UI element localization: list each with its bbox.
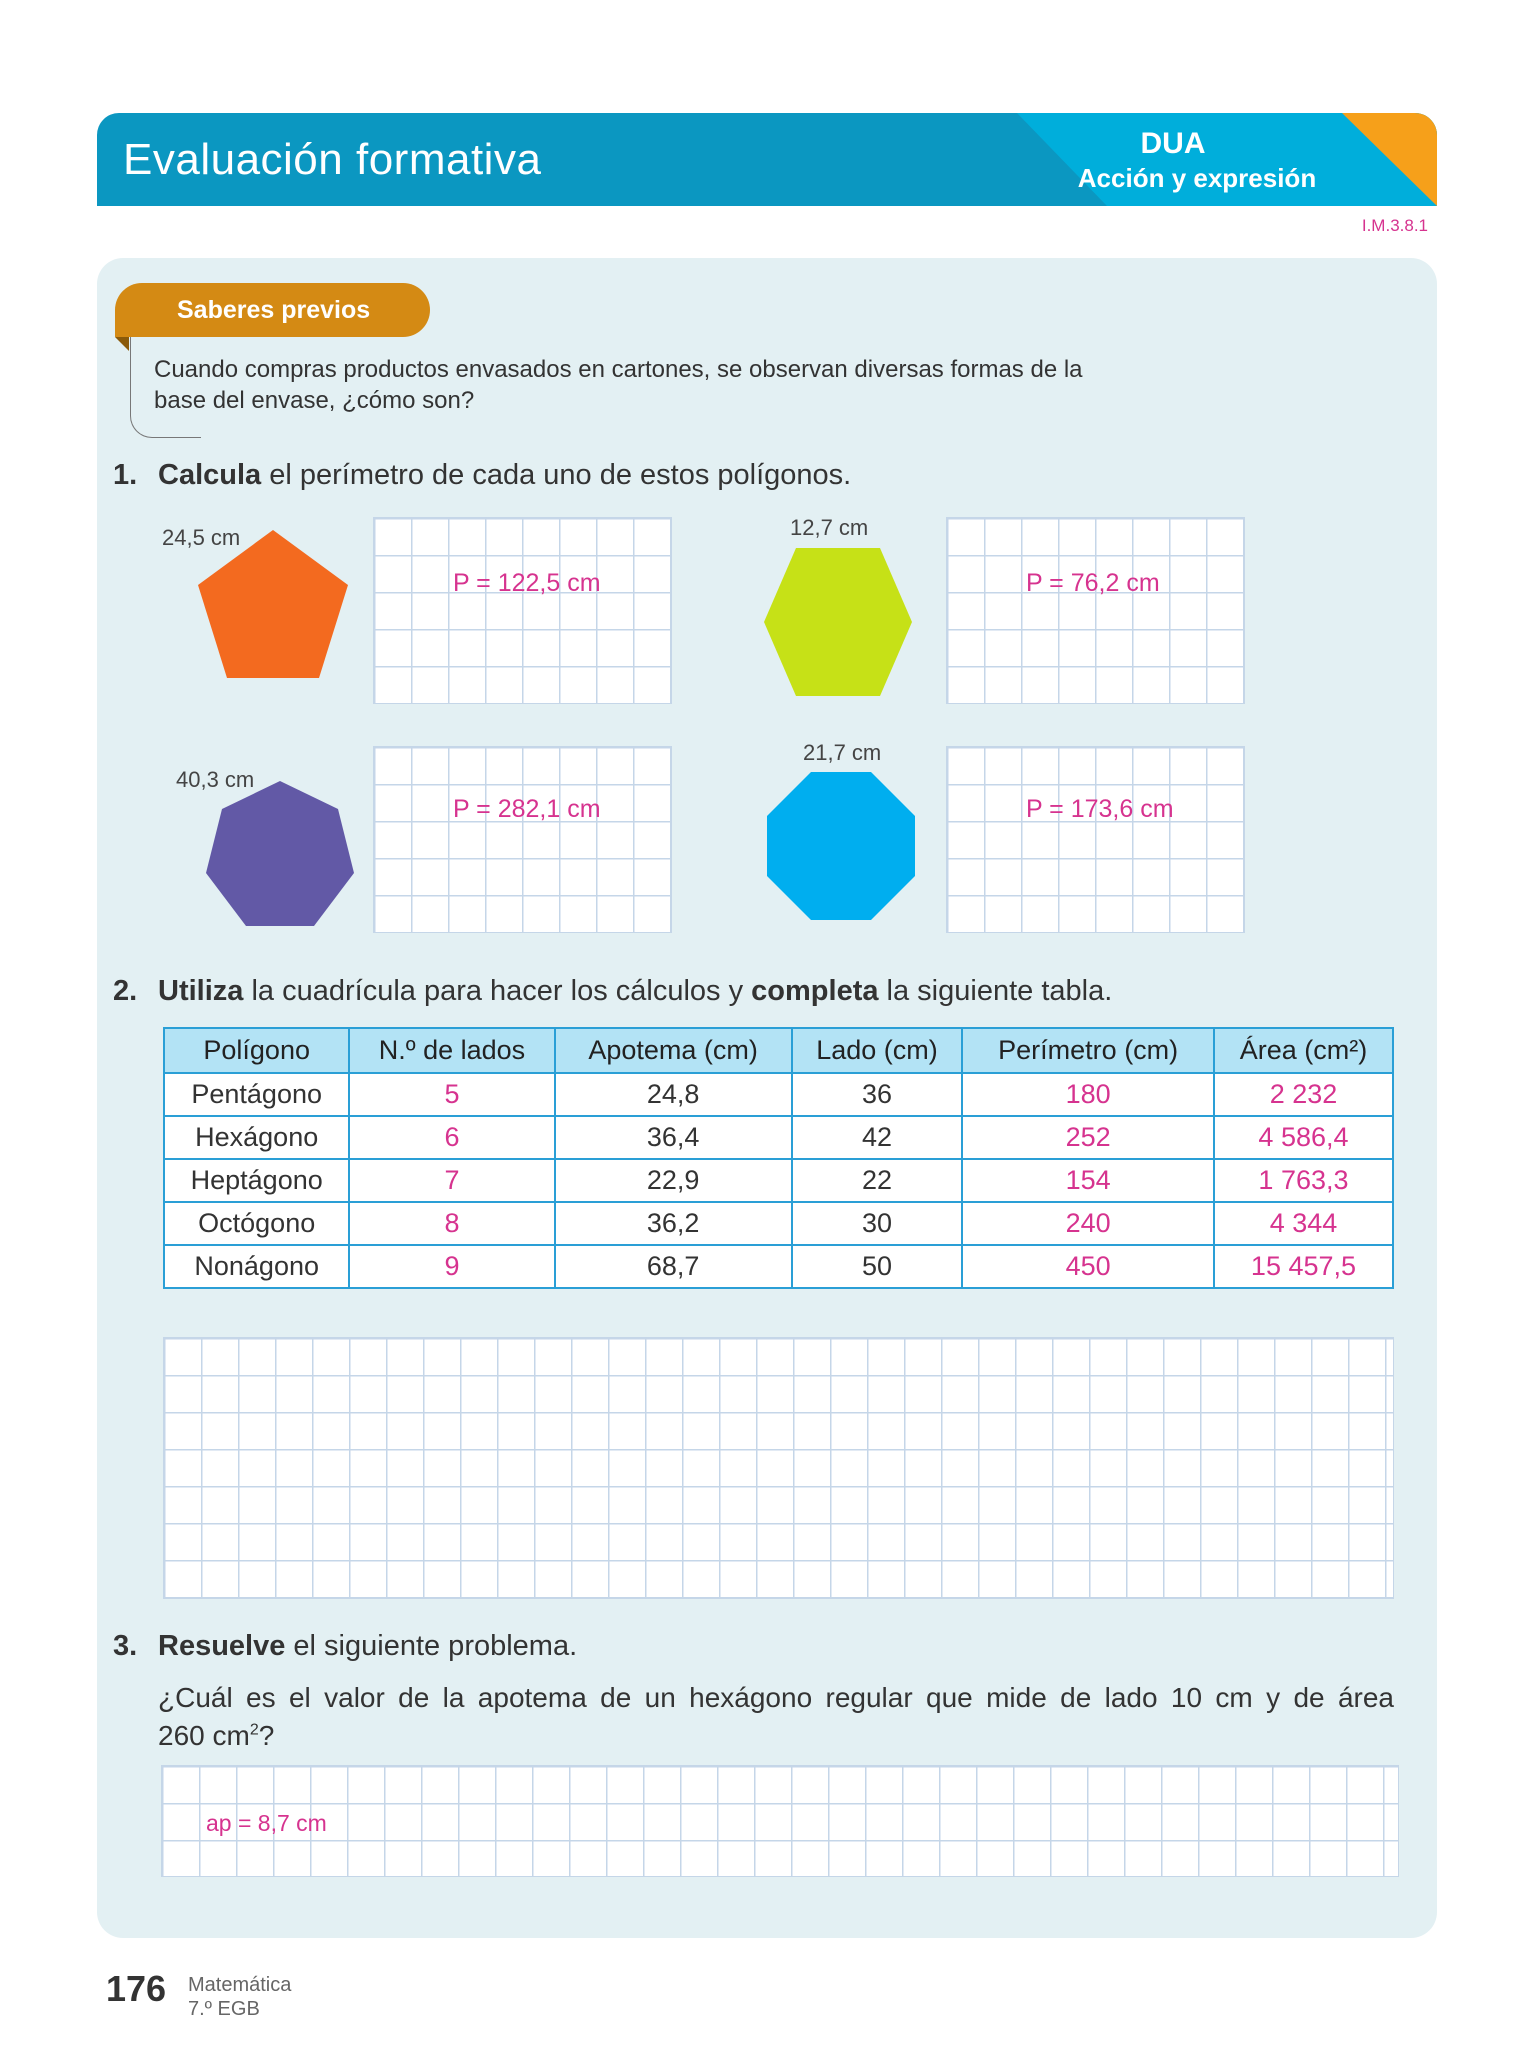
- table-row: [164, 1159, 1393, 1202]
- q1-instruction: [158, 459, 851, 492]
- q2-number: 2.: [113, 975, 138, 1007]
- dua-title: DUA: [1140, 127, 1206, 160]
- cell-perimeter: 180: [962, 1073, 1214, 1116]
- saberes-line-1: Cuando compras productos envasados en cartones, se observan diversas formas de la: [154, 356, 1083, 383]
- cell-area: 2 232: [1214, 1073, 1393, 1116]
- cell-perimeter: 154: [962, 1159, 1214, 1202]
- header-area: Área (cm²): [1214, 1028, 1393, 1073]
- cell-apothem: 68,7: [555, 1245, 792, 1288]
- header-lados: N.º de lados: [349, 1028, 554, 1073]
- table-row: [164, 1245, 1393, 1288]
- table-row: [164, 1202, 1393, 1245]
- saberes-previos-tab: Saberes previos: [115, 283, 430, 337]
- cell-side: 42: [792, 1116, 963, 1159]
- cell-perimeter: 240: [962, 1202, 1214, 1245]
- grade-label: 7.º EGB: [188, 1998, 260, 2020]
- header-poligono: Polígono: [164, 1028, 349, 1073]
- cell-polygon: Hexágono: [164, 1116, 349, 1159]
- table-row: [164, 1073, 1393, 1116]
- heptagon-shape: [204, 779, 356, 928]
- cell-sides: 7: [349, 1159, 554, 1202]
- cell-apothem: 36,4: [555, 1116, 792, 1159]
- header-lado: Lado (cm): [792, 1028, 963, 1073]
- cell-side: 50: [792, 1245, 963, 1288]
- cell-side: 30: [792, 1202, 963, 1245]
- cell-sides: 6: [349, 1116, 554, 1159]
- answer-grid-hexagon[interactable]: [946, 517, 1245, 704]
- page-title: Evaluación formativa: [123, 135, 542, 184]
- apothem-answer: ap = 8,7 cm: [206, 1810, 327, 1836]
- cell-sides: 9: [349, 1245, 554, 1288]
- q3-question-mark: ?: [258, 1720, 275, 1751]
- q3-rest: el siguiente problema.: [285, 1630, 578, 1662]
- cell-polygon: Nonágono: [164, 1245, 349, 1288]
- q2-verb-2: completa: [751, 975, 879, 1007]
- calculation-grid[interactable]: [163, 1337, 1394, 1599]
- q2-mid: la cuadrícula para hacer los cálculos y: [243, 975, 752, 1007]
- q2-instruction: [158, 975, 1112, 1008]
- cell-apothem: 24,8: [555, 1073, 792, 1116]
- heptagon-side-label: 40,3 cm: [176, 767, 255, 792]
- q3-problem-line-2: [158, 1720, 274, 1752]
- answer-grid-pentagon[interactable]: [373, 517, 672, 704]
- cell-perimeter: 252: [962, 1116, 1214, 1159]
- cell-sides: 5: [349, 1073, 554, 1116]
- cell-area: 1 763,3: [1214, 1159, 1393, 1202]
- q2-verb-1: Utiliza: [158, 975, 244, 1007]
- cell-area: 4 344: [1214, 1202, 1393, 1245]
- hexagon-side-label: 12,7 cm: [790, 515, 869, 540]
- answer-grid-octagon[interactable]: [946, 746, 1245, 933]
- octagon-shape: [765, 770, 917, 922]
- q3-problem-line-1: ¿Cuál es el valor de la apotema de un hexágono regular que mide de lado 10 cm y de área: [158, 1682, 1394, 1713]
- page-number: 176: [106, 1968, 167, 2009]
- header-perimetro: Perímetro (cm): [962, 1028, 1214, 1073]
- hexagon-shape: [762, 546, 914, 698]
- saberes-text: [154, 354, 1134, 416]
- cell-area: 4 586,4: [1214, 1116, 1393, 1159]
- polygon-table: [163, 1027, 1394, 1289]
- subject-label: Matemática: [188, 1974, 292, 1996]
- q2-rest: la siguiente tabla.: [878, 975, 1113, 1007]
- pentagon-side-label: 24,5 cm: [162, 525, 241, 550]
- octagon-side-label: 21,7 cm: [803, 740, 882, 765]
- q3-verb: Resuelve: [158, 1630, 286, 1662]
- hexagon-perimeter-answer: P = 76,2 cm: [1026, 569, 1160, 597]
- reference-code: I.M.3.8.1: [1361, 216, 1428, 235]
- dua-subtitle: Acción y expresión: [1077, 163, 1317, 193]
- octagon-perimeter-answer: P = 173,6 cm: [1026, 795, 1174, 823]
- cell-side: 22: [792, 1159, 963, 1202]
- pentagon-perimeter-answer: P = 122,5 cm: [453, 569, 601, 597]
- cell-side: 36: [792, 1073, 963, 1116]
- header-banner: [97, 113, 1437, 206]
- table-header-row: [164, 1028, 1393, 1073]
- cell-area: 15 457,5: [1214, 1245, 1393, 1288]
- saberes-line-2: base del envase, ¿cómo son?: [154, 387, 475, 414]
- cell-apothem: 36,2: [555, 1202, 792, 1245]
- header-apotema: Apotema (cm): [555, 1028, 792, 1073]
- heptagon-perimeter-answer: P = 282,1 cm: [453, 795, 601, 823]
- q3-area-value: 260 cm: [158, 1720, 250, 1751]
- cell-polygon: Octógono: [164, 1202, 349, 1245]
- cell-polygon: Heptágono: [164, 1159, 349, 1202]
- pentagon-shape: [196, 528, 350, 680]
- q3-area-exponent: 2: [249, 1721, 259, 1739]
- answer-grid-heptagon[interactable]: [373, 746, 672, 933]
- cell-apothem: 22,9: [555, 1159, 792, 1202]
- q1-rest: el perímetro de cada uno de estos polígonos.: [261, 459, 852, 491]
- cell-polygon: Pentágono: [164, 1073, 349, 1116]
- q3-instruction: [158, 1630, 577, 1663]
- q1-verb: Calcula: [158, 459, 262, 491]
- tab-fold: [115, 337, 129, 351]
- q3-number: 3.: [113, 1630, 138, 1662]
- cell-perimeter: 450: [962, 1245, 1214, 1288]
- table-row: [164, 1116, 1393, 1159]
- cell-sides: 8: [349, 1202, 554, 1245]
- answer-grid-problem[interactable]: [161, 1765, 1399, 1877]
- q1-number: 1.: [113, 459, 138, 491]
